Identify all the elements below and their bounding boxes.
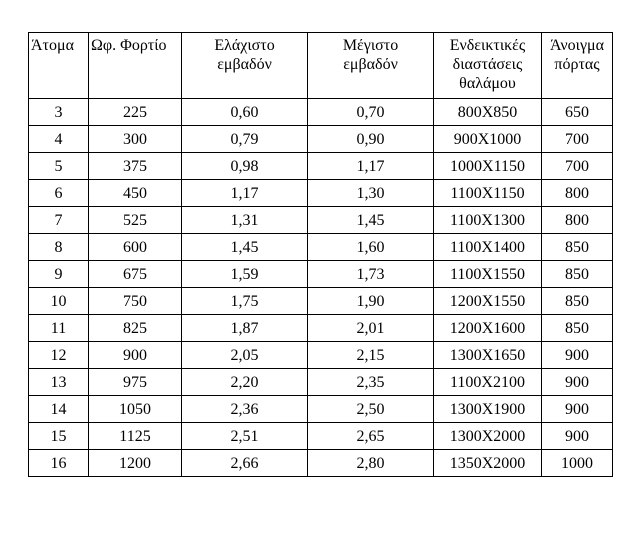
cell-max-area: 1,73 [308, 261, 434, 288]
cell-door-opening: 900 [542, 423, 613, 450]
cell-cabin-dimensions: 1300X1650 [434, 342, 542, 369]
cell-cabin-dimensions: 1100X1300 [434, 207, 542, 234]
cell-persons: 13 [29, 369, 89, 396]
table-body [29, 99, 613, 477]
cell-min-area: 1,87 [182, 315, 308, 342]
cell-useful-load: 900 [89, 342, 182, 369]
table-row [29, 315, 613, 342]
table-row [29, 207, 613, 234]
cell-max-area: 0,70 [308, 99, 434, 126]
header-line: Μέγιστο [342, 37, 399, 54]
cell-cabin-dimensions: 1100X1550 [434, 261, 542, 288]
header-line: πόρτας [554, 56, 600, 73]
cell-persons: 3 [29, 99, 89, 126]
cell-door-opening: 850 [542, 315, 613, 342]
cell-max-area: 1,60 [308, 234, 434, 261]
table-row [29, 396, 613, 423]
header-min-area [182, 33, 308, 99]
cell-persons: 6 [29, 180, 89, 207]
cell-useful-load: 825 [89, 315, 182, 342]
header-line: διαστάσεις [452, 56, 523, 73]
table-row [29, 180, 613, 207]
cell-max-area: 2,01 [308, 315, 434, 342]
cell-door-opening: 700 [542, 126, 613, 153]
cell-useful-load: 375 [89, 153, 182, 180]
cell-persons: 11 [29, 315, 89, 342]
cell-max-area: 1,30 [308, 180, 434, 207]
header-useful-load [89, 33, 182, 99]
header-line: Ελάχιστο [214, 37, 275, 54]
cell-cabin-dimensions: 1200X1550 [434, 288, 542, 315]
header-line: θαλάμου [459, 75, 516, 92]
cell-min-area: 0,60 [182, 99, 308, 126]
cell-useful-load: 525 [89, 207, 182, 234]
cell-cabin-dimensions: 1100X1400 [434, 234, 542, 261]
cell-max-area: 1,90 [308, 288, 434, 315]
cell-persons: 5 [29, 153, 89, 180]
cell-door-opening: 900 [542, 342, 613, 369]
cell-door-opening: 850 [542, 288, 613, 315]
cell-persons: 12 [29, 342, 89, 369]
table-row [29, 99, 613, 126]
cell-useful-load: 450 [89, 180, 182, 207]
cell-min-area: 2,66 [182, 450, 308, 477]
cell-useful-load: 600 [89, 234, 182, 261]
header-door-opening [542, 33, 613, 99]
table-row [29, 234, 613, 261]
table-row [29, 450, 613, 477]
cell-useful-load: 675 [89, 261, 182, 288]
cell-door-opening: 800 [542, 180, 613, 207]
cell-min-area: 2,20 [182, 369, 308, 396]
cell-cabin-dimensions: 1100X2100 [434, 369, 542, 396]
cell-max-area: 2,15 [308, 342, 434, 369]
cell-useful-load: 1200 [89, 450, 182, 477]
table-row [29, 288, 613, 315]
table-row [29, 153, 613, 180]
header-line: Ωφ. Φορτίο [91, 37, 167, 54]
cell-persons: 16 [29, 450, 89, 477]
cell-useful-load: 750 [89, 288, 182, 315]
cell-useful-load: 975 [89, 369, 182, 396]
cell-min-area: 1,45 [182, 234, 308, 261]
header-line: εμβαδόν [217, 56, 272, 73]
cell-min-area: 1,75 [182, 288, 308, 315]
cell-max-area: 2,80 [308, 450, 434, 477]
cell-persons: 4 [29, 126, 89, 153]
cell-min-area: 1,31 [182, 207, 308, 234]
cell-persons: 14 [29, 396, 89, 423]
cell-min-area: 2,05 [182, 342, 308, 369]
header-line: εμβαδόν [343, 56, 398, 73]
cell-max-area: 1,17 [308, 153, 434, 180]
cell-cabin-dimensions: 900X1000 [434, 126, 542, 153]
cell-max-area: 0,90 [308, 126, 434, 153]
cell-useful-load: 300 [89, 126, 182, 153]
cell-min-area: 0,98 [182, 153, 308, 180]
header-max-area [308, 33, 434, 99]
header-row [29, 33, 613, 99]
cell-door-opening: 900 [542, 369, 613, 396]
cell-max-area: 1,45 [308, 207, 434, 234]
cell-persons: 7 [29, 207, 89, 234]
cell-door-opening: 700 [542, 153, 613, 180]
cell-max-area: 2,35 [308, 369, 434, 396]
document-page [28, 32, 613, 477]
cell-persons: 15 [29, 423, 89, 450]
table-row [29, 126, 613, 153]
cell-door-opening: 850 [542, 261, 613, 288]
cell-min-area: 2,51 [182, 423, 308, 450]
cell-cabin-dimensions: 800X850 [434, 99, 542, 126]
header-line: Άνοιγμα [550, 37, 604, 54]
cell-min-area: 1,59 [182, 261, 308, 288]
table-row [29, 342, 613, 369]
cell-max-area: 2,50 [308, 396, 434, 423]
cell-persons: 8 [29, 234, 89, 261]
cell-max-area: 2,65 [308, 423, 434, 450]
cell-cabin-dimensions: 1100X1150 [434, 180, 542, 207]
table-row [29, 369, 613, 396]
cell-cabin-dimensions: 1000X1150 [434, 153, 542, 180]
cell-useful-load: 1050 [89, 396, 182, 423]
cell-door-opening: 800 [542, 207, 613, 234]
cell-useful-load: 225 [89, 99, 182, 126]
cell-min-area: 0,79 [182, 126, 308, 153]
cell-cabin-dimensions: 1300X1900 [434, 396, 542, 423]
cell-min-area: 2,36 [182, 396, 308, 423]
cell-persons: 9 [29, 261, 89, 288]
header-line: Ενδεικτικές [449, 37, 526, 54]
cell-cabin-dimensions: 1200X1600 [434, 315, 542, 342]
header-cabin-dimensions [434, 33, 542, 99]
cell-cabin-dimensions: 1350X2000 [434, 450, 542, 477]
cell-min-area: 1,17 [182, 180, 308, 207]
cell-door-opening: 1000 [542, 450, 613, 477]
cell-useful-load: 1125 [89, 423, 182, 450]
header-line: Άτομα [31, 37, 74, 54]
table-header [29, 33, 613, 99]
cell-door-opening: 850 [542, 234, 613, 261]
table-row [29, 261, 613, 288]
cell-cabin-dimensions: 1300X2000 [434, 423, 542, 450]
cell-door-opening: 900 [542, 396, 613, 423]
cell-door-opening: 650 [542, 99, 613, 126]
elevator-spec-table [28, 32, 613, 477]
header-persons [29, 33, 89, 99]
cell-persons: 10 [29, 288, 89, 315]
table-row [29, 423, 613, 450]
